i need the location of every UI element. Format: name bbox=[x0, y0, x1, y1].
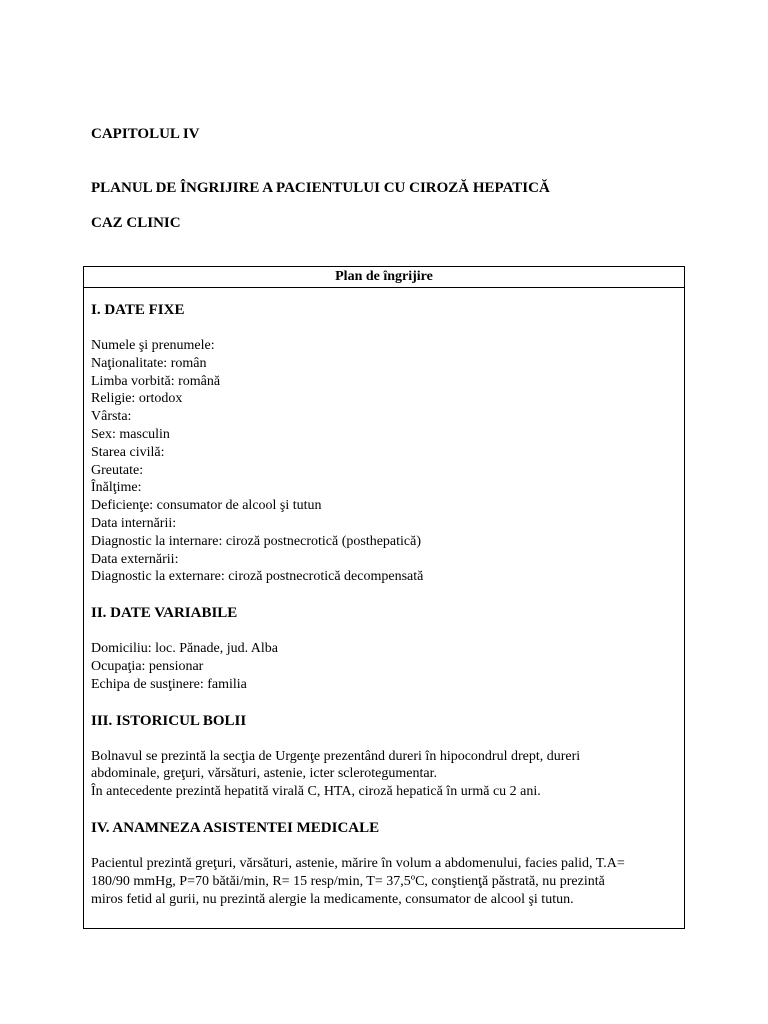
field-religion: Religie: ortodox bbox=[91, 391, 183, 407]
history-line: abdominale, greţuri, vărsături, astenie, icter sclerotegumentar. bbox=[91, 766, 437, 782]
field-admission-diagnosis: Diagnostic la internare: ciroză postnecrotică (posthepatică) bbox=[91, 533, 422, 549]
field-support-team: Echipa de susţinere: familia bbox=[91, 676, 247, 692]
section-title-nurse-anamnesis: IV. ANAMNEZA ASISTENTEI MEDICALE bbox=[91, 819, 380, 836]
section-title-variable-data: II. DATE VARIABILE bbox=[91, 605, 238, 622]
nurse-anamnesis-text bbox=[91, 855, 677, 908]
anamnesis-line: Pacientul prezintă greţuri, vărsături, astenie, mărire în volum a abdomenului, facies palid, T.A= bbox=[91, 855, 625, 871]
field-language: Limba vorbită: română bbox=[91, 373, 221, 389]
field-residence: Domiciliu: loc. Pănade, jud. Alba bbox=[91, 641, 279, 657]
field-name: Numele şi prenumele: bbox=[91, 338, 215, 353]
field-deficiencies: Deficienţe: consumator de alcool şi tutun bbox=[91, 498, 322, 514]
fixed-data-list bbox=[91, 337, 677, 586]
chapter-heading: CAPITOLUL IV bbox=[91, 126, 200, 142]
history-line: Bolnavul se prezintă la secţia de Urgenţe prezentând dureri în hipocondrul drept, dureri bbox=[91, 748, 581, 764]
care-plan-table bbox=[83, 266, 685, 929]
field-age: Vârsta: bbox=[91, 409, 132, 425]
history-line: În antecedente prezintă hepatită virală C, HTA, ciroză hepatică în urmă cu 2 ani. bbox=[91, 784, 541, 800]
field-discharge-date: Data externării: bbox=[91, 551, 179, 567]
field-weight: Greutate: bbox=[91, 462, 144, 478]
table-body bbox=[84, 288, 684, 908]
field-sex: Sex: masculin bbox=[91, 426, 170, 442]
case-title: CAZ CLINIC bbox=[91, 215, 181, 231]
plan-title: PLANUL DE ÎNGRIJIRE A PACIENTULUI CU CIROZĂ HEPATICĂ bbox=[91, 180, 550, 196]
field-nationality: Naţionalitate: român bbox=[91, 355, 207, 371]
anamnesis-line: miros fetid al gurii, nu prezintă alergie la medicamente, consumator de alcool şi tutun. bbox=[91, 891, 574, 907]
disease-history-text bbox=[91, 748, 677, 801]
field-occupation: Ocupaţia: pensionar bbox=[91, 658, 204, 674]
field-civil-status: Starea civilă: bbox=[91, 444, 165, 460]
table-header: Plan de îngrijire bbox=[84, 267, 684, 288]
variable-data-list bbox=[91, 640, 677, 693]
field-admission-date: Data internării: bbox=[91, 515, 177, 531]
anamnesis-line: 180/90 mmHg, P=70 bătăi/min, R= 15 resp/min, T= 37,5ºC, conştienţă păstrată, nu prezintă bbox=[91, 873, 605, 889]
section-title-fixed-data: I. DATE FIXE bbox=[91, 302, 185, 318]
field-discharge-diagnosis: Diagnostic la externare: ciroză postnecrotică decompensată bbox=[91, 569, 424, 585]
field-height: Înălţime: bbox=[91, 480, 142, 496]
section-title-disease-history: III. ISTORICUL BOLII bbox=[91, 712, 247, 729]
